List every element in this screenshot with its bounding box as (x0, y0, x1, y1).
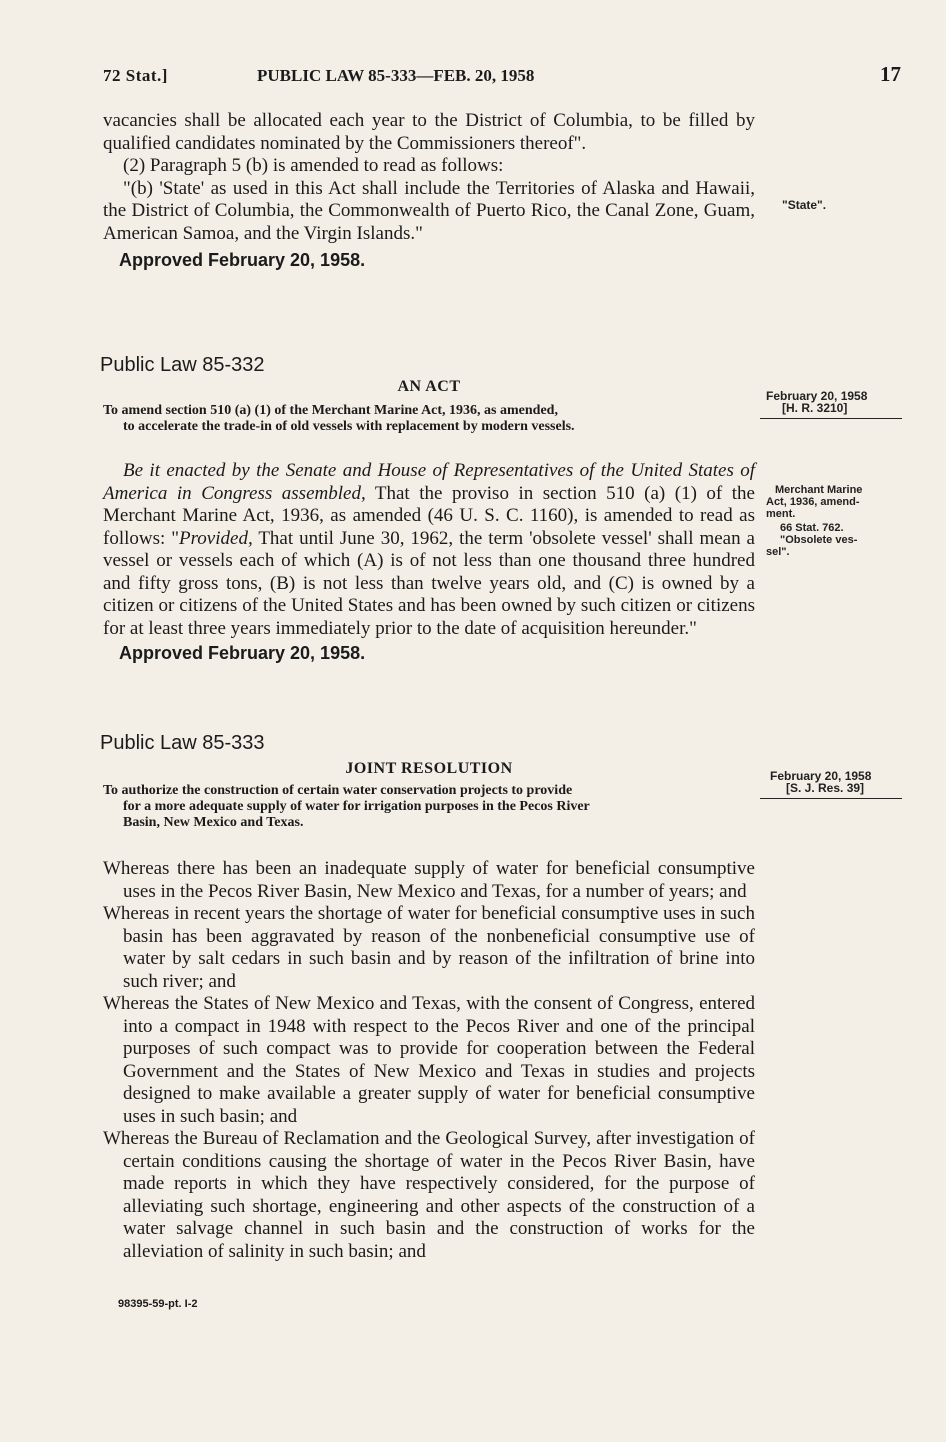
paragraph: "(b) 'State' as used in this Act shall include the Territories of Alaska and Hawaii, the District of Columbia, the Commonwealth of Puerto Rico, the Canal Zone, Guam, American Samoa, and the Virgin Islands." (103, 177, 755, 244)
print-code-footnote: 98395-59-pt. I-2 (118, 1298, 198, 1310)
purpose-line: To authorize the construction of certain water conservation projects to provide (103, 783, 573, 798)
provided-word: Provided, (179, 527, 253, 549)
purpose-line: Basin, New Mexico and Texas. (123, 815, 304, 830)
act-purpose (103, 783, 755, 831)
law-number: Public Law 85-332 (100, 354, 265, 376)
continued-text-block (103, 110, 755, 272)
act-purpose (103, 403, 755, 435)
approval-line: Approved February 20, 1958. (119, 250, 366, 270)
statute-reference: 72 Stat.] (103, 66, 168, 85)
whereas-clause: Whereas the States of New Mexico and Texas, with the consent of Congress, entered into a compact in 1948 with respect to the Pecos River and one of the principal purposes of such compact was to provide for cooperation between the Federal Government and the States of New Mexico and Texas in studies and projects designed to make available a greater supply of water for beneficial consumptive uses in such basin; and (103, 993, 755, 1127)
page-number: 17 (880, 62, 901, 86)
margin-note-line: "Obsolete ves- (780, 534, 858, 546)
running-head-title: PUBLIC LAW 85-333—FEB. 20, 1958 (257, 66, 535, 85)
act-heading: AN ACT (397, 378, 461, 395)
body-text: That the proviso in section 510 (a) (1) of the Merchant Marine Act, 1936, as amended (46 U. S. C. 1160), is amended to read as follows: " (103, 482, 755, 549)
purpose-line: To amend section 510 (a) (1) of the Merchant Marine Act, 1936, as amended, (103, 403, 558, 418)
purpose-line: for a more adequate supply of water for irrigation purposes in the Pecos River (123, 799, 590, 814)
body-text: That until June 30, 1962, the term 'obsolete vessel' shall mean a vessel or vessels each of which (A) is of not less than one thousand three hundred and fifty gross tons, (B) is not less than twelve years old, and (C) is owned by a citizen or citizens of the United States and has been owned by such citizen or citizens for at least three years immediately prior to the date of acquisition hereunder." (103, 527, 755, 639)
margin-bill-number: [S. J. Res. 39] (786, 781, 865, 795)
whereas-clause: Whereas the Bureau of Reclamation and the Geological Survey, after investigation of certain conditions causing the shortage of water in the Pecos River Basin, have made reports in which they have respectively considered, for the purpose of alleviating such shortage, engineering and other aspects of the construction of a water salvage channel in such basin and the construction of works for the alleviation of salinity in such basin; and (103, 1128, 755, 1262)
margin-note-line: 66 Stat. 762. (780, 522, 844, 534)
margin-note-line: Act, 1936, amend- (766, 496, 860, 508)
margin-note-line: Merchant Marine (775, 484, 863, 496)
act-heading: JOINT RESOLUTION (345, 760, 513, 777)
law-number: Public Law 85-333 (100, 732, 265, 754)
enacting-paragraph (103, 460, 755, 640)
margin-note-line: sel". (766, 546, 790, 558)
margin-rule (760, 798, 902, 799)
margin-date: February 20, 1958 (766, 389, 868, 403)
margin-note-line: ment. (766, 508, 796, 520)
margin-note-state: "State". (782, 198, 827, 212)
margin-date: February 20, 1958 (770, 769, 872, 783)
enacting-clause: Be it enacted by the Senate and House of Representatives of the United States of America in Congress assembled, (103, 460, 755, 504)
whereas-clause: Whereas in recent years the shortage of water for beneficial consumptive uses in such basin has been aggravated by reason of the nonbeneficial consumptive use of water by salt cedars in such basin and by reason of the infiltration of brine into such river; and (103, 903, 755, 992)
act-body (103, 460, 755, 665)
paragraph: vacancies shall be allocated each year to the District of Columbia, to be filled by qualified candidates nominated by the Commissioners thereof". (103, 110, 755, 154)
paragraph: (2) Paragraph 5 (b) is amended to read as follows: (123, 155, 504, 176)
purpose-line: to accelerate the trade-in of old vessels with replacement by modern vessels. (123, 419, 575, 434)
approval-line: Approved February 20, 1958. (119, 643, 366, 663)
margin-bill-number: [H. R. 3210] (782, 401, 848, 415)
margin-rule (760, 418, 902, 419)
whereas-clauses (103, 858, 755, 1263)
whereas-clause: Whereas there has been an inadequate supply of water for beneficial consumptive uses in the Pecos River Basin, New Mexico and Texas, for a number of years; and (103, 858, 755, 902)
